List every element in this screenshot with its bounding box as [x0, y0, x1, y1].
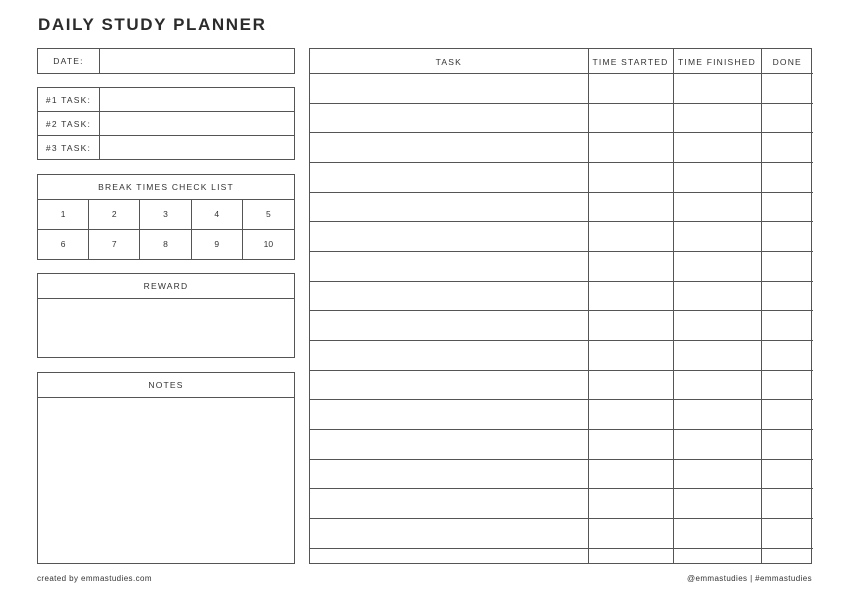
time-finished-cell[interactable] — [673, 162, 761, 192]
footer-social: @emmastudies | #emmastudies — [686, 574, 812, 583]
table-row — [310, 192, 813, 222]
time-started-cell[interactable] — [588, 281, 673, 311]
time-finished-cell[interactable] — [673, 459, 761, 489]
time-started-cell[interactable] — [588, 548, 673, 563]
done-cell[interactable] — [761, 281, 813, 311]
table-row — [310, 489, 813, 519]
column-header-task-label: TASK — [435, 57, 462, 67]
done-cell[interactable] — [761, 459, 813, 489]
table-row — [310, 281, 813, 311]
task-field-3[interactable] — [100, 136, 294, 159]
table-row — [310, 370, 813, 400]
task-cell[interactable] — [310, 400, 588, 430]
time-started-cell[interactable] — [588, 103, 673, 133]
reward-field[interactable] — [38, 299, 294, 357]
footer-credit: created by emmastudies.com — [37, 574, 152, 583]
task-cell[interactable] — [310, 340, 588, 370]
time-finished-cell[interactable] — [673, 400, 761, 430]
task-cell[interactable] — [310, 103, 588, 133]
notes-field[interactable] — [38, 398, 294, 563]
time-started-cell[interactable] — [588, 162, 673, 192]
table-row — [310, 133, 813, 163]
table-row — [310, 222, 813, 252]
time-finished-cell[interactable] — [673, 518, 761, 548]
done-cell[interactable] — [761, 103, 813, 133]
done-cell[interactable] — [761, 133, 813, 163]
table-row — [310, 162, 813, 192]
time-started-cell[interactable] — [588, 370, 673, 400]
column-header-time-finished-label: TIME FINISHED — [678, 57, 756, 67]
time-started-cell[interactable] — [588, 192, 673, 222]
break-times-header — [38, 175, 294, 200]
column-header-time-started-label: TIME STARTED — [592, 57, 669, 67]
break-checkbox-8[interactable]: 8 — [140, 230, 191, 260]
task-label-3: #3 TASK: — [45, 142, 92, 153]
task-cell[interactable] — [310, 251, 588, 281]
time-started-cell[interactable] — [588, 251, 673, 281]
task-cell[interactable] — [310, 162, 588, 192]
time-started-cell[interactable] — [588, 429, 673, 459]
task-cell[interactable] — [310, 518, 588, 548]
date-label-cell — [38, 49, 100, 73]
break-checkbox-5[interactable]: 5 — [243, 200, 294, 230]
task-table — [310, 49, 813, 563]
time-finished-cell[interactable] — [673, 370, 761, 400]
time-finished-cell[interactable] — [673, 429, 761, 459]
page-title: DAILY STUDY PLANNER — [38, 15, 267, 34]
column-header-task — [310, 49, 588, 74]
time-finished-cell[interactable] — [673, 311, 761, 341]
done-cell[interactable] — [761, 311, 813, 341]
time-started-cell[interactable] — [588, 133, 673, 163]
task-cell[interactable] — [310, 74, 588, 104]
task-label-cell — [38, 136, 100, 159]
table-row — [310, 429, 813, 459]
table-row — [310, 340, 813, 370]
table-row — [310, 548, 813, 563]
table-row — [310, 74, 813, 104]
task-label-cell — [38, 88, 100, 111]
done-cell[interactable] — [761, 162, 813, 192]
task-table-body — [310, 74, 813, 564]
task-cell[interactable] — [310, 489, 588, 519]
done-cell[interactable] — [761, 429, 813, 459]
done-cell[interactable] — [761, 222, 813, 252]
task-cell[interactable] — [310, 281, 588, 311]
time-started-cell[interactable] — [588, 518, 673, 548]
break-checkbox-6[interactable]: 6 — [38, 230, 89, 260]
column-header-time-started — [588, 49, 673, 74]
date-label: DATE: — [53, 56, 84, 66]
task-cell[interactable] — [310, 548, 588, 563]
reward-title: REWARD — [143, 281, 189, 291]
break-checkbox-10[interactable]: 10 — [263, 239, 274, 250]
done-cell[interactable] — [761, 340, 813, 370]
task-cell[interactable] — [310, 459, 588, 489]
table-row — [310, 311, 813, 341]
time-started-cell[interactable] — [588, 340, 673, 370]
notes-box — [37, 372, 295, 564]
time-finished-cell[interactable] — [673, 192, 761, 222]
done-cell[interactable] — [761, 489, 813, 519]
break-times-box — [37, 174, 295, 260]
done-cell[interactable] — [761, 192, 813, 222]
task-cell[interactable] — [310, 370, 588, 400]
time-finished-cell[interactable] — [673, 489, 761, 519]
table-row — [310, 400, 813, 430]
done-cell[interactable] — [761, 251, 813, 281]
done-cell[interactable] — [761, 370, 813, 400]
task-label-1: #1 TASK: — [45, 94, 92, 105]
time-finished-cell[interactable] — [673, 340, 761, 370]
time-started-cell[interactable] — [588, 489, 673, 519]
task-row-1 — [38, 88, 294, 112]
done-cell[interactable] — [761, 400, 813, 430]
task-cell[interactable] — [310, 133, 588, 163]
done-cell[interactable] — [761, 518, 813, 548]
task-label-cell — [38, 112, 100, 135]
task-cell[interactable] — [310, 311, 588, 341]
break-times-grid — [38, 200, 294, 259]
break-checkbox-4[interactable]: 4 — [192, 200, 243, 230]
break-checkbox-7[interactable]: 7 — [89, 230, 140, 260]
break-checkbox-2[interactable]: 2 — [89, 200, 140, 230]
time-finished-cell[interactable] — [673, 548, 761, 563]
task-label-2: #2 TASK: — [45, 118, 92, 129]
done-cell[interactable] — [761, 74, 813, 104]
task-table-header-row — [310, 49, 813, 74]
top-tasks-box — [37, 87, 295, 160]
time-started-cell[interactable] — [588, 311, 673, 341]
break-checkbox-1[interactable]: 1 — [38, 200, 89, 230]
date-box — [37, 48, 295, 74]
time-finished-cell[interactable] — [673, 251, 761, 281]
table-row — [310, 518, 813, 548]
date-field[interactable] — [100, 49, 294, 73]
time-finished-cell[interactable] — [673, 74, 761, 104]
task-row-3 — [38, 136, 294, 159]
time-finished-cell[interactable] — [673, 133, 761, 163]
break-times-title: BREAK TIMES CHECK LIST — [98, 182, 234, 192]
table-row — [310, 459, 813, 489]
task-table-box — [309, 48, 812, 564]
time-started-cell[interactable] — [588, 459, 673, 489]
table-row — [310, 251, 813, 281]
time-finished-cell[interactable] — [673, 103, 761, 133]
reward-header — [38, 274, 294, 299]
task-field-1[interactable] — [100, 88, 294, 111]
task-row-2 — [38, 112, 294, 136]
task-cell[interactable] — [310, 429, 588, 459]
time-started-cell[interactable] — [588, 400, 673, 430]
time-finished-cell[interactable] — [673, 281, 761, 311]
done-cell[interactable] — [761, 548, 813, 563]
table-row — [310, 103, 813, 133]
task-cell[interactable] — [310, 192, 588, 222]
time-started-cell[interactable] — [588, 74, 673, 104]
column-header-time-finished — [673, 49, 761, 74]
break-checkbox-9[interactable]: 9 — [192, 230, 243, 260]
column-header-done-label: DONE — [772, 57, 802, 67]
notes-title: NOTES — [148, 380, 184, 390]
task-cell[interactable] — [310, 222, 588, 252]
task-field-2[interactable] — [100, 112, 294, 135]
column-header-done — [761, 49, 813, 74]
reward-box — [37, 273, 295, 358]
notes-header — [38, 373, 294, 398]
time-finished-cell[interactable] — [673, 222, 761, 252]
time-started-cell[interactable] — [588, 222, 673, 252]
break-checkbox-3[interactable]: 3 — [140, 200, 191, 230]
